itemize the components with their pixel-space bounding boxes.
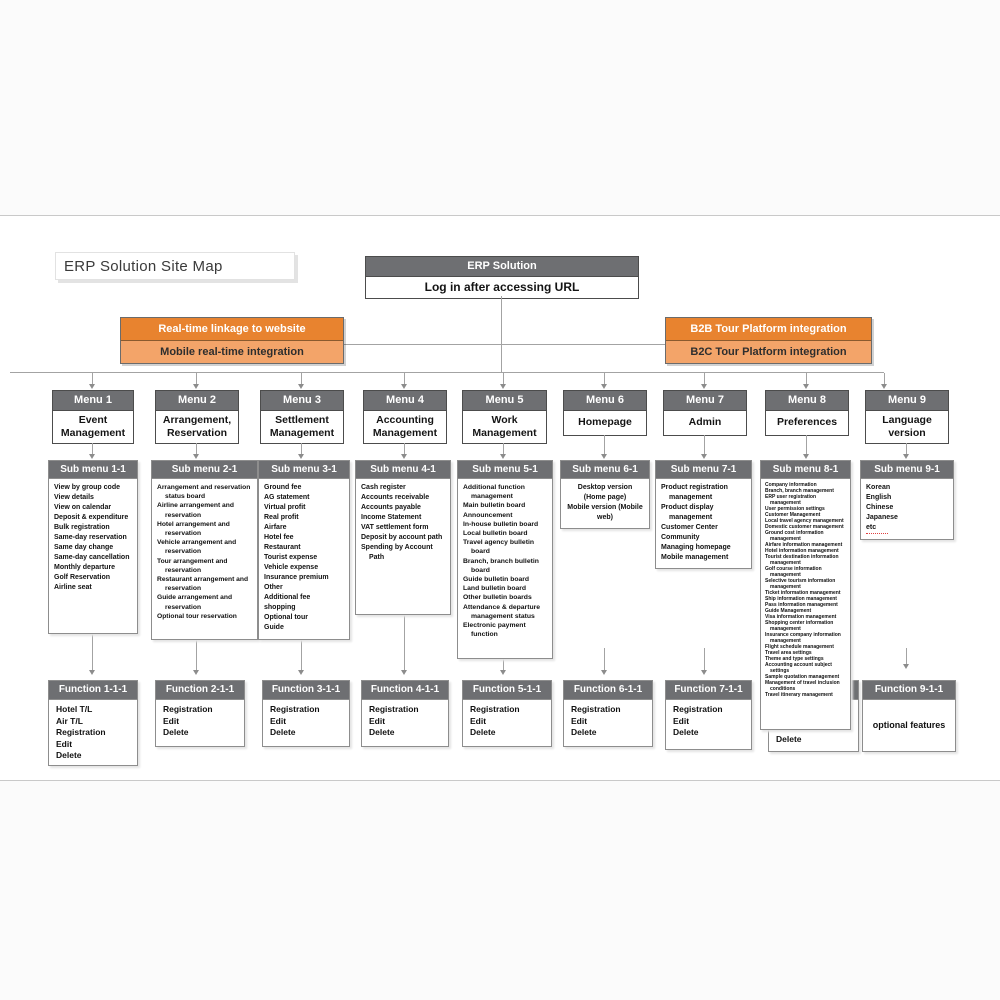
connector xyxy=(301,443,302,454)
connector xyxy=(604,648,605,670)
connector xyxy=(704,648,705,670)
function-4-1-1-box xyxy=(361,680,449,747)
function-1-1-1-list xyxy=(49,700,137,766)
function-2-1-1-box xyxy=(155,680,245,747)
list-item: Guide xyxy=(264,624,284,631)
list-item: English xyxy=(866,494,892,501)
list-item: Registration xyxy=(470,704,520,714)
arrow-down-icon xyxy=(803,384,809,389)
function-9-1-1-title: Function 9-1-1 xyxy=(863,681,955,700)
list-item: Guide arrangement and reservation xyxy=(157,594,233,611)
submenu-6-1-list xyxy=(561,479,649,528)
submenu-6-1-title: Sub menu 6-1 xyxy=(561,461,649,479)
connector xyxy=(92,443,93,454)
submenu-7-1-title: Sub menu 7-1 xyxy=(656,461,751,479)
list-item: Registration xyxy=(163,704,213,714)
list-item: Same day change xyxy=(54,544,114,551)
list-item: Real profit xyxy=(264,514,299,521)
submenu-8-1-list xyxy=(761,479,850,729)
list-item: Air T/L xyxy=(56,715,83,726)
menu-3-title: Menu 3 xyxy=(261,391,343,411)
list-item: Main bulletin board xyxy=(463,502,526,510)
submenu-5-1-title: Sub menu 5-1 xyxy=(458,461,552,479)
submenu-8-1-title: Sub menu 8-1 xyxy=(761,461,850,479)
list-item: Deposit by account path xyxy=(361,534,443,541)
connector xyxy=(92,633,93,670)
list-item: Golf Reservation xyxy=(54,574,111,581)
arrow-down-icon xyxy=(601,670,607,675)
list-item: Shopping center information management xyxy=(765,620,834,632)
list-item: Accounting account subject settings xyxy=(765,662,832,674)
menu-2-label: Arrangement, Reservation xyxy=(162,413,232,439)
list-item: Product display management xyxy=(661,504,714,521)
integration-realtime-website: Real-time linkage to website xyxy=(121,318,343,341)
submenu-4-1-box xyxy=(355,460,451,615)
list-item: Delete xyxy=(369,727,395,737)
list-item: Delete xyxy=(163,727,189,737)
menu-8-box xyxy=(765,390,849,436)
list-item: Optional tour xyxy=(264,614,308,621)
function-2-1-1-title: Function 2-1-1 xyxy=(156,681,244,700)
list-item: Product registration management xyxy=(661,484,728,501)
list-item: Flight schedule management xyxy=(765,644,834,650)
function-3-1-1-box xyxy=(262,680,350,747)
diagram-title-box xyxy=(55,252,295,280)
list-item: Travel agency bulletin board xyxy=(463,539,535,556)
function-5-1-1-title: Function 5-1-1 xyxy=(463,681,551,700)
connector-root-vertical xyxy=(501,296,502,372)
arrow-down-icon xyxy=(701,670,707,675)
list-item: Restaurant xyxy=(264,544,301,551)
list-item: View by group code xyxy=(54,484,120,491)
connector xyxy=(503,443,504,454)
submenu-7-1-box xyxy=(655,460,752,569)
list-item: Delete xyxy=(571,727,597,737)
connector xyxy=(806,435,807,454)
list-item: Chinese xyxy=(866,504,894,511)
menu-7-box xyxy=(663,390,747,436)
list-item: View details xyxy=(54,494,94,501)
menu-2-box xyxy=(155,390,239,444)
connector xyxy=(196,443,197,454)
list-item: Cash register xyxy=(361,484,406,491)
diagram-title: ERP Solution Site Map xyxy=(64,257,223,275)
function-3-1-1-title: Function 3-1-1 xyxy=(263,681,349,700)
list-item: Hotel information management xyxy=(765,548,839,554)
list-item: Tour arrangement and reservation xyxy=(157,557,228,574)
list-item: Local bulletin board xyxy=(463,530,528,538)
list-item: Ship information management xyxy=(765,596,837,602)
function-5-1-1-box xyxy=(462,680,552,747)
connector xyxy=(404,373,405,384)
function-9-1-1-list xyxy=(863,700,955,752)
list-item: AG statement xyxy=(264,494,310,501)
function-7-1-1-box xyxy=(665,680,752,750)
submenu-9-1-title: Sub menu 9-1 xyxy=(861,461,953,479)
list-item: Spending by Account Path xyxy=(361,544,433,561)
list-item: Delete xyxy=(270,727,296,737)
arrow-down-icon xyxy=(601,454,607,459)
list-item: Hotel fee xyxy=(264,534,294,541)
list-item: Airfare information management xyxy=(765,542,843,548)
list-item: Ticket information management xyxy=(765,590,841,596)
list-item: Same-day reservation xyxy=(54,534,127,541)
arrow-down-icon xyxy=(401,454,407,459)
list-item: Insurance company information management xyxy=(765,632,841,644)
list-item: Edit xyxy=(470,715,487,726)
connector xyxy=(906,443,907,454)
function-7-1-1-title: Function 7-1-1 xyxy=(666,681,751,700)
submenu-2-1-title: Sub menu 2-1 xyxy=(152,461,257,479)
list-item: Land bulletin board xyxy=(463,585,527,593)
list-item: Attendance & departure management status xyxy=(463,603,541,620)
list-item: Golf course information management xyxy=(765,566,822,578)
menu-8-label: Preferences xyxy=(776,416,838,429)
submenu-4-1-title: Sub menu 4-1 xyxy=(356,461,450,479)
list-item: Tourist expense xyxy=(264,554,318,561)
list-item: Income Statement xyxy=(361,514,422,521)
list-item: Tourist destination information management xyxy=(765,554,839,566)
function-1-1-1-title: Function 1-1-1 xyxy=(49,681,137,700)
menu-9-label: Language version xyxy=(882,413,932,439)
menu-2-title: Menu 2 xyxy=(156,391,238,411)
list-item: Selective tourism information management xyxy=(765,578,836,590)
list-item: Delete xyxy=(470,727,496,737)
function-6-1-1-box xyxy=(563,680,653,747)
root-title: ERP Solution xyxy=(366,257,638,277)
arrow-down-icon xyxy=(401,384,407,389)
list-item: Restaurant arrangement and reservation xyxy=(157,576,249,593)
arrow-down-icon xyxy=(89,454,95,459)
arrow-down-icon xyxy=(193,670,199,675)
list-item: In-house bulletin board xyxy=(463,520,539,528)
list-item: Sample quotation management xyxy=(765,674,840,680)
submenu-9-1-box xyxy=(860,460,954,540)
list-item: Registration xyxy=(56,727,106,737)
submenu-1-1-title: Sub menu 1-1 xyxy=(49,461,137,479)
arrow-down-icon xyxy=(500,670,506,675)
connector xyxy=(196,373,197,384)
connector xyxy=(404,614,405,670)
connector xyxy=(806,373,807,384)
submenu-4-1-list xyxy=(356,479,450,614)
menu-9-box xyxy=(865,390,949,444)
connector xyxy=(906,648,907,664)
root-subtitle: Log in after accessing URL xyxy=(424,280,580,294)
menu-5-label: Work Management xyxy=(472,413,537,439)
arrow-down-icon xyxy=(401,670,407,675)
list-item: Other bulletin boards xyxy=(463,594,532,602)
function-9-1-1-box xyxy=(862,680,956,752)
arrow-down-icon xyxy=(701,384,707,389)
menu-5-box xyxy=(462,390,547,444)
list-item: Travel area settings xyxy=(765,650,812,656)
menu-8-title: Menu 8 xyxy=(766,391,848,411)
integration-b2c-platform: B2C Tour Platform integration xyxy=(666,341,871,363)
arrow-down-icon xyxy=(500,384,506,389)
submenu-7-1-list xyxy=(656,479,751,568)
integration-mobile-realtime: Mobile real-time integration xyxy=(121,341,343,363)
arrow-down-icon xyxy=(193,384,199,389)
arrow-down-icon xyxy=(881,384,887,389)
list-item: Managing homepage xyxy=(661,544,731,551)
list-item: Korean xyxy=(866,484,891,491)
list-item: Community xyxy=(661,534,700,541)
menu-4-label: Accounting Management xyxy=(372,413,438,439)
connector xyxy=(92,373,93,384)
list-item: Registration xyxy=(673,704,723,714)
list-item: Vehicle arrangement and reservation xyxy=(157,539,237,556)
list-item: Desktop version (Home page) xyxy=(577,484,633,501)
list-item: Japanese xyxy=(866,514,898,521)
connector xyxy=(604,373,605,384)
list-item: Optional tour reservation xyxy=(157,612,237,620)
connector xyxy=(503,373,504,384)
list-item: Customer Center xyxy=(661,524,718,531)
list-item: Local travel agency management xyxy=(765,518,844,524)
list-item: Monthly departure xyxy=(54,564,116,571)
list-item: Edit xyxy=(673,715,690,726)
connector-rail xyxy=(10,372,884,373)
list-item: Registration xyxy=(571,704,621,714)
function-1-1-1-box xyxy=(48,680,138,766)
list-item: Additional fee xyxy=(264,594,311,601)
list-item: Company information xyxy=(765,482,817,488)
list-item: Ground cost information management xyxy=(765,530,824,542)
list-item: Edit xyxy=(163,715,180,726)
arrow-down-icon xyxy=(298,384,304,389)
list-item: Virtual profit xyxy=(264,504,306,511)
list-item: Hotel T/L xyxy=(56,704,93,714)
menu-1-title: Menu 1 xyxy=(53,391,133,411)
connector xyxy=(404,443,405,454)
arrow-down-icon xyxy=(803,454,809,459)
menu-3-label: Settlement Management xyxy=(269,413,335,439)
function-5-1-1-list xyxy=(463,700,551,743)
list-item: Hotel arrangement and reservation xyxy=(157,520,230,538)
submenu-9-1-list xyxy=(861,479,953,539)
list-item: Same-day cancellation xyxy=(54,554,130,561)
list-item: shopping xyxy=(264,604,296,611)
submenu-6-1-box xyxy=(560,460,650,529)
function-6-1-1-list xyxy=(564,700,652,743)
submenu-2-1-box xyxy=(151,460,258,640)
list-item: Customer Management xyxy=(765,512,821,518)
list-item: Domestic customer management xyxy=(765,524,844,530)
list-item: etc xyxy=(866,523,888,534)
menu-6-title: Menu 6 xyxy=(564,391,646,411)
submenu-1-1-list xyxy=(49,479,137,633)
list-item: Travel itinerary management xyxy=(765,692,833,698)
connector xyxy=(196,639,197,670)
list-item: Insurance premium xyxy=(264,574,329,581)
arrow-down-icon xyxy=(903,664,909,669)
list-item: User permission settings xyxy=(765,506,825,512)
connector xyxy=(884,373,885,384)
submenu-5-1-box xyxy=(457,460,553,659)
function-4-1-1-list xyxy=(362,700,448,743)
list-item: optional features xyxy=(872,720,946,731)
function-2-1-1-list xyxy=(156,700,244,743)
list-item: Guide bulletin board xyxy=(463,576,530,584)
menu-1-label: Event Management xyxy=(60,413,126,439)
menu-4-title: Menu 4 xyxy=(364,391,446,411)
submenu-8-1-box xyxy=(760,460,851,730)
function-4-1-1-title: Function 4-1-1 xyxy=(362,681,448,700)
submenu-3-1-list xyxy=(259,479,349,639)
list-item: Edit xyxy=(56,738,73,749)
menu-3-box xyxy=(260,390,344,444)
list-item: Vehicle expense xyxy=(264,564,319,571)
list-item: Delete xyxy=(776,734,802,744)
function-7-1-1-list xyxy=(666,700,751,743)
list-item: VAT settlement form xyxy=(361,524,429,531)
integration-b2b-platform: B2B Tour Platform integration xyxy=(666,318,871,341)
arrow-down-icon xyxy=(298,670,304,675)
list-item: Airfare xyxy=(264,524,287,531)
list-item: Registration xyxy=(369,704,419,714)
list-item: Airline arrangement and reservation xyxy=(157,502,234,519)
connector-integrations xyxy=(342,344,665,345)
list-item: Delete xyxy=(673,727,699,737)
arrow-down-icon xyxy=(193,454,199,459)
connector xyxy=(704,435,705,454)
list-item: Edit xyxy=(270,715,287,726)
menu-4-box xyxy=(363,390,447,444)
submenu-1-1-box xyxy=(48,460,138,634)
list-item: Airline seat xyxy=(54,584,92,591)
list-item: Mobile management xyxy=(661,554,729,561)
function-6-1-1-title: Function 6-1-1 xyxy=(564,681,652,700)
menu-9-title: Menu 9 xyxy=(866,391,948,411)
menu-5-title: Menu 5 xyxy=(463,391,546,411)
list-item: Pass information management xyxy=(765,602,838,608)
menu-7-title: Menu 7 xyxy=(664,391,746,411)
menu-6-box xyxy=(563,390,647,436)
list-item: Branch, branch bulletin board xyxy=(463,557,539,574)
list-item: Electronic payment function xyxy=(463,622,526,639)
list-item: Bulk registration xyxy=(54,524,110,531)
list-item: Arrangement and reservation status board xyxy=(157,484,251,501)
arrow-down-icon xyxy=(298,454,304,459)
list-item: Deposit & expenditure xyxy=(54,514,129,521)
list-item: Visa information management xyxy=(765,614,837,620)
list-item: Registration xyxy=(270,704,320,714)
integration-left-group xyxy=(120,317,344,364)
integration-right-group xyxy=(665,317,872,364)
list-item: View on calendar xyxy=(54,504,112,511)
list-item: ERP user registration management xyxy=(765,494,817,506)
submenu-3-1-title: Sub menu 3-1 xyxy=(259,461,349,479)
list-item: Accounts receivable xyxy=(361,494,430,501)
arrow-down-icon xyxy=(89,670,95,675)
list-item: Branch, branch management xyxy=(765,488,834,494)
submenu-5-1-list xyxy=(458,479,552,658)
list-item: Theme and type settings xyxy=(765,656,824,662)
connector xyxy=(704,373,705,384)
menu-6-label: Homepage xyxy=(578,416,632,429)
connector xyxy=(604,435,605,454)
list-item: Ground fee xyxy=(264,484,302,491)
list-item: Other xyxy=(264,584,283,591)
menu-1-box xyxy=(52,390,134,444)
list-item: Management of travel inclusion conditions xyxy=(765,680,840,692)
list-item: Edit xyxy=(571,715,588,726)
list-item: Edit xyxy=(369,715,386,726)
arrow-down-icon xyxy=(903,454,909,459)
list-item: Mobile version (Mobile web) xyxy=(567,504,643,521)
connector xyxy=(301,373,302,384)
arrow-down-icon xyxy=(701,454,707,459)
submenu-3-1-box xyxy=(258,460,350,640)
list-item: Additional function management xyxy=(463,484,525,501)
connector xyxy=(301,639,302,670)
arrow-down-icon xyxy=(601,384,607,389)
menu-7-label: Admin xyxy=(688,416,722,429)
list-item: Guide Management xyxy=(765,608,812,614)
arrow-down-icon xyxy=(500,454,506,459)
function-3-1-1-list xyxy=(263,700,349,743)
list-item: Accounts payable xyxy=(361,504,421,511)
list-item: Announcement xyxy=(463,511,513,519)
root-node xyxy=(365,256,639,299)
submenu-2-1-list xyxy=(152,479,257,639)
arrow-down-icon xyxy=(89,384,95,389)
list-item: Delete xyxy=(56,750,82,760)
